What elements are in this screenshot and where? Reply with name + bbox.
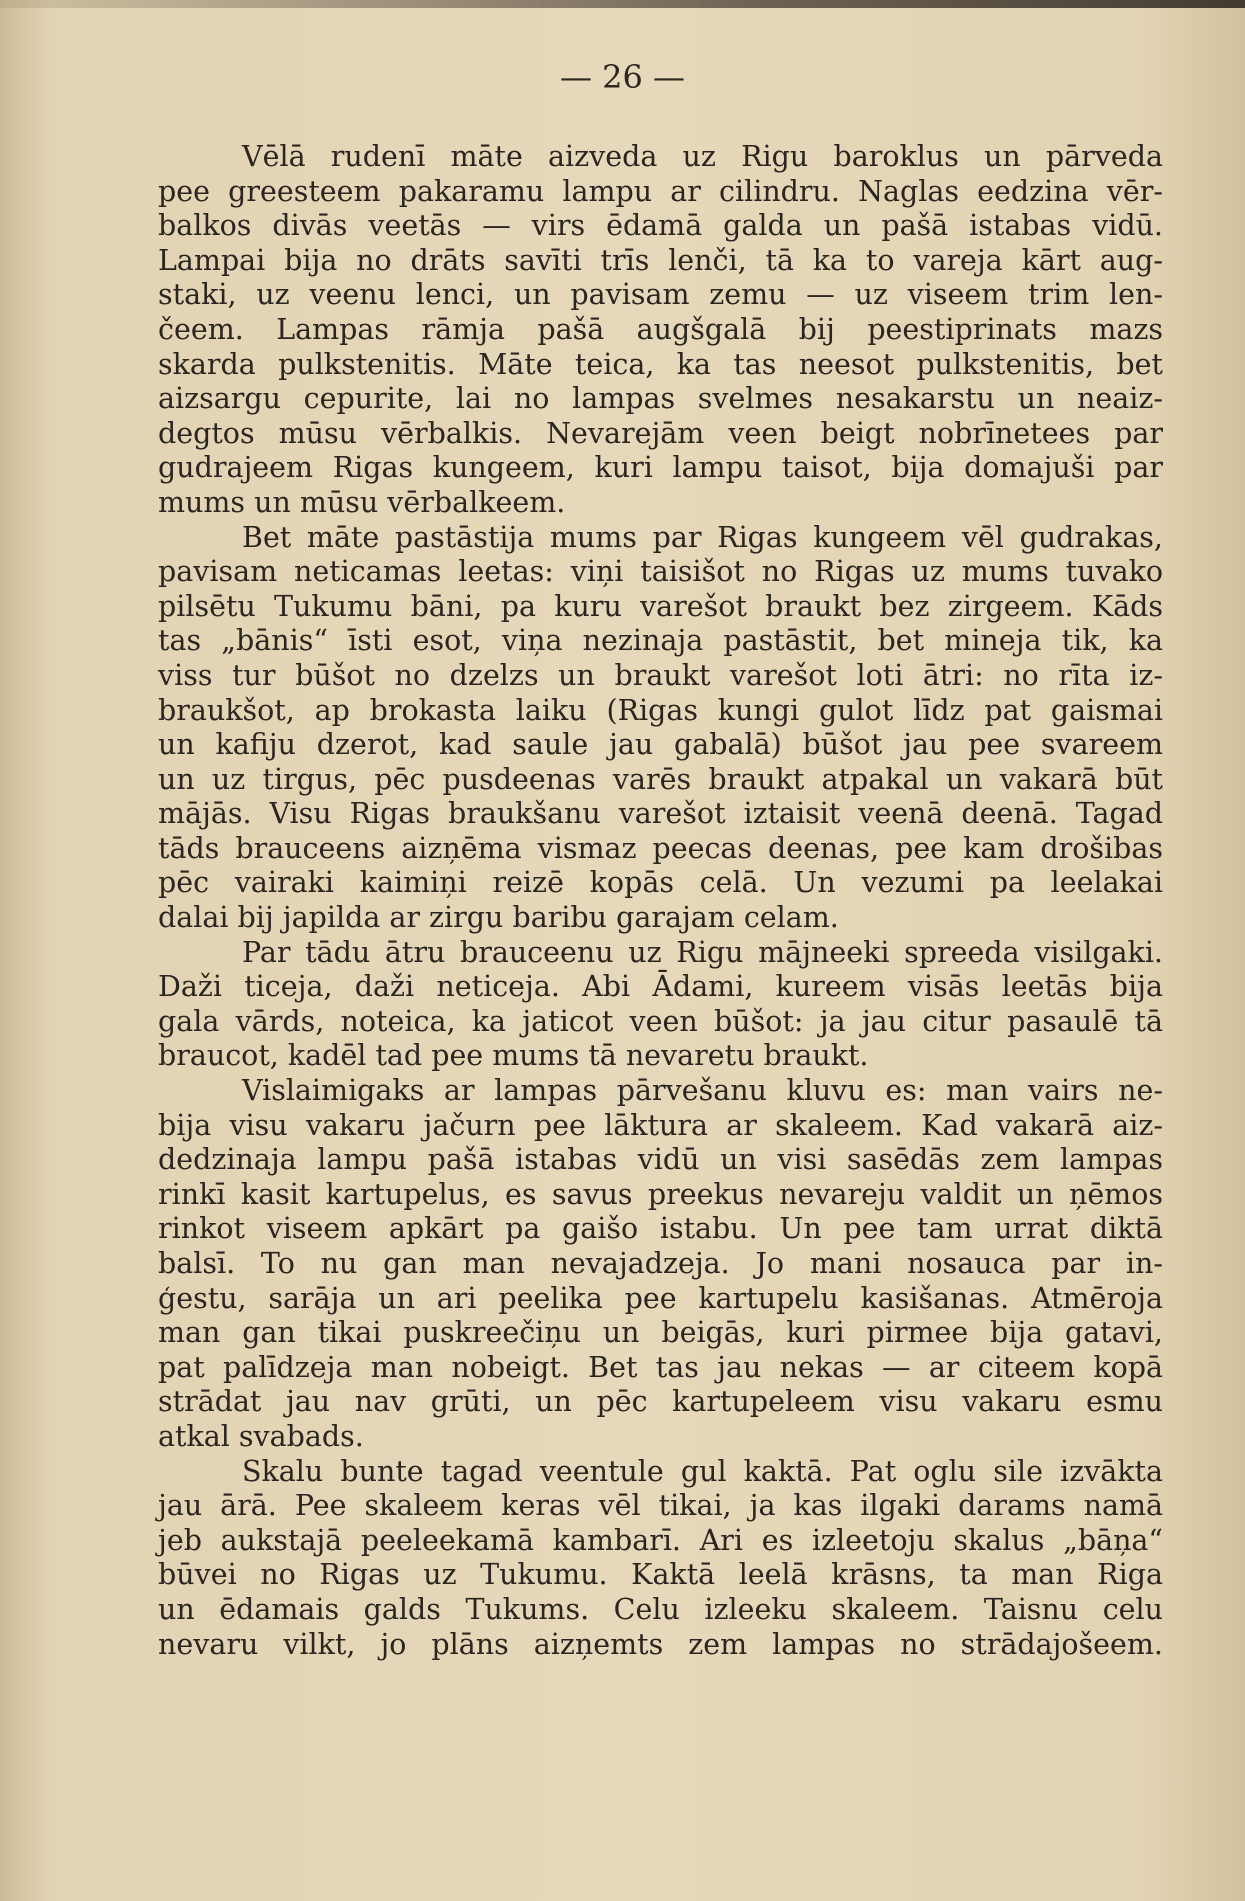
text-line: Par tādu ātru brauceenu uz Rigu mājneeki spreeda visilgaki.	[242, 935, 1163, 969]
text-line: un kafiju dzerot, kad saule jau gabalā) būšot jau pee svareem	[158, 728, 1163, 762]
text-line: un ēdamais galds Tukums. Celu izleeku skaleem. Taisnu celu	[158, 1592, 1163, 1626]
text-line: gala vārds, noteica, ka jaticot veen būšot: ja jau citur pasaulē tā	[158, 1004, 1163, 1038]
text-line: dalai bij japilda ar zirgu baribu garajam celam.	[158, 901, 839, 935]
text-line: pee greesteem pakaramu lampu ar cilindru. Naglas eedzina vēr-	[158, 174, 1163, 208]
text-line: strādat jau nav grūti, un pēc kartupeleem visu vakaru esmu	[158, 1385, 1163, 1419]
text-line: pēc vairaki kaimiņi reizē kopās celā. Un vezumi pa leelakai	[158, 866, 1163, 900]
page-top-edge	[0, 0, 1245, 8]
text-line: jau ārā. Pee skaleem keras vēl tikai, ja kas ilgaki darams namā	[158, 1489, 1163, 1523]
text-line: Vēlā rudenī māte aizveda uz Rigu baroklus un pārveda	[242, 140, 1163, 173]
text-line: braucot, kadēl tad pee mums tā nevaretu braukt.	[158, 1039, 869, 1073]
text-line: degtos mūsu vērbalkis. Nevarejām veen beigt nobrīnetees par	[158, 416, 1163, 450]
text-line: būvei no Rigas uz Tukumu. Kaktā leelā krāsns, ta man Riga	[158, 1558, 1163, 1592]
text-line: tas „bānis“ īsti esot, viņa nezinaja pastāstit, bet mineja tik, ka	[158, 624, 1163, 658]
text-line: rinkī kasit kartupelus, es savus preekus nevareju valdit un ņēmos	[158, 1177, 1163, 1211]
text-line: pilsētu Tukumu bāni, pa kuru varešot braukt bez zirgeem. Kāds	[158, 589, 1163, 623]
text-line: čeem. Lampas rāmja pašā augšgalā bij peestiprinats mazs	[158, 312, 1163, 346]
text-line: atkal svabads.	[158, 1419, 364, 1453]
text-line: mājās. Visu Rigas braukšanu varešot iztaisit veenā deenā. Tagad	[158, 797, 1163, 831]
text-line: jeb aukstajā peeleekamā kambarī. Ari es izleetoju skalus „bāņa“	[158, 1523, 1163, 1557]
text-line: dedzinaja lampu pašā istabas vidū un visi sasēdās zem lampas	[158, 1143, 1163, 1177]
text-line: Lampai bija no drāts savīti trīs lenči, tā ka to vareja kārt aug-	[158, 243, 1163, 277]
body-text	[158, 140, 1163, 1662]
text-line: nevaru vilkt, jo plāns aizņemts zem lampas no strādajošeem.	[158, 1627, 1163, 1661]
text-line: Daži ticeja, daži neticeja. Abi Ādami, kureem visās leetās bija	[158, 970, 1163, 1004]
text-line: bija visu vakaru jačurn pee lāktura ar skaleem. Kad vakarā aiz-	[158, 1108, 1163, 1142]
text-line: un uz tirgus, pēc pusdeenas varēs braukt atpakal un vakarā būt	[158, 762, 1163, 796]
text-line: pat palīdzeja man nobeigt. Bet tas jau nekas — ar citeem kopā	[158, 1350, 1163, 1384]
text-line: man gan tikai puskreečiņu un beigās, kuri pirmee bija gatavi,	[158, 1316, 1163, 1350]
page-number: — 26 —	[559, 58, 686, 96]
text-line: mums un mūsu vērbalkeem.	[158, 485, 566, 519]
text-line: skarda pulkstenitis. Māte teica, ka tas neesot pulkstenitis, bet	[158, 347, 1163, 381]
text-line: viss tur būšot no dzelzs un braukt varešot loti ātri: no rīta iz-	[158, 658, 1163, 692]
text-line: Skalu bunte tagad veentule gul kaktā. Pat oglu sile izvākta	[242, 1454, 1163, 1488]
text-line: Bet māte pastāstija mums par Rigas kungeem vēl gudrakas,	[242, 520, 1163, 554]
text-line: braukšot, ap brokasta laiku (Rigas kungi gulot līdz pat gaismai	[158, 693, 1163, 727]
text-line: balsī. To nu gan man nevajadzeja. Jo mani nosauca par in-	[158, 1247, 1163, 1280]
text-line: rinkot viseem apkārt pa gaišo istabu. Un pee tam urrat diktā	[158, 1212, 1163, 1246]
text-line: Vislaimigaks ar lampas pārvešanu kluvu es: man vairs ne-	[242, 1074, 1163, 1108]
text-line: tāds brauceens aizņēma vismaz peecas deenas, pee kam drošibas	[158, 831, 1163, 865]
text-line: ģestu, sarāja un ari peelika pee kartupelu kasišanas. Atmēroja	[158, 1281, 1163, 1315]
text-line: balkos divās veetās — virs ēdamā galda un pašā istabas vidū.	[158, 209, 1163, 243]
text-line: staki, uz veenu lenci, un pavisam zemu — uz viseem trim len-	[158, 278, 1163, 312]
text-line: pavisam neticamas leetas: viņi taisišot no Rigas uz mums tuvako	[158, 555, 1163, 589]
text-line: aizsargu cepurite, lai no lampas svelmes nesakarstu un neaiz-	[158, 382, 1163, 416]
text-line: gudrajeem Rigas kungeem, kuri lampu taisot, bija domajuši par	[158, 451, 1163, 485]
